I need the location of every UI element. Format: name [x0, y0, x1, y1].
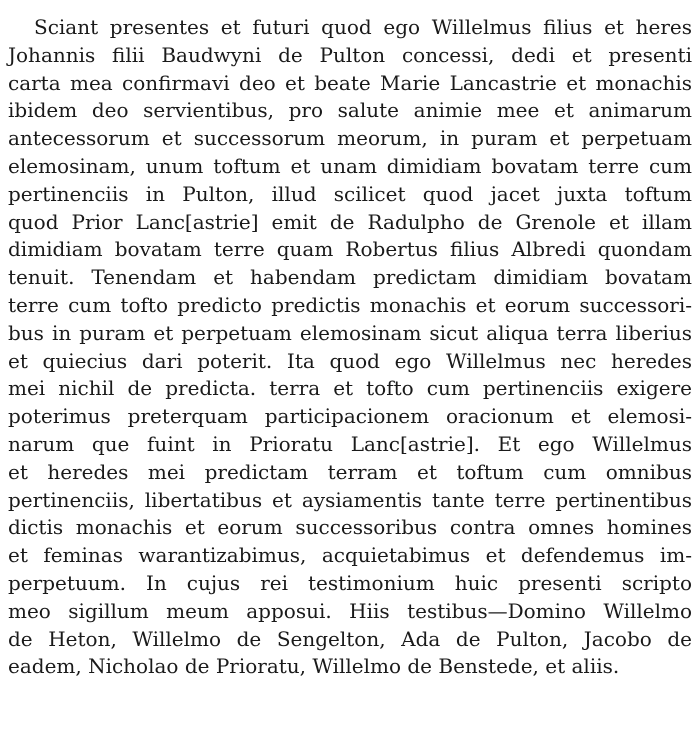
text-line-1: Sciant presentes et futuri quod ego Willelmus filius et heres [34, 15, 692, 39]
charter-text [8, 14, 692, 681]
text-line-17: et heredes mei predictam terram et toftum cum omnibus [8, 459, 692, 484]
text-line-11: terre cum tofto predicto predictis monachis et eorum successori- [8, 292, 692, 317]
text-line-16: narum que fuint in Prioratu Lanc[astrie]. Et ego Willelmus [8, 431, 692, 456]
text-line-22: meo sigillum meum apposui. Hiis testibus—Domino Willelmo [8, 598, 692, 623]
text-line-21: perpetuum. In cujus rei testimonium huic presenti scripto [8, 570, 692, 595]
text-line-19: dictis monachis et eorum successoribus contra omnes homines [8, 515, 692, 540]
text-line-13: et quiecius dari poterit. Ita quod ego Willelmus nec heredes [8, 348, 692, 373]
text-line-2: Johannis filii Baudwyni de Pulton concessi, dedi et presenti [8, 42, 692, 67]
text-line-14: mei nichil de predicta. terra et tofto cum pertinenciis exigere [8, 376, 692, 401]
text-line-8: quod Prior Lanc[astrie] emit de Radulpho de Grenole et illam [8, 209, 692, 234]
text-line-10: tenuit. Tenendam et habendam predictam dimidiam bovatam [8, 265, 692, 290]
text-line-20: et feminas warantizabimus, acquietabimus et defendemus im- [8, 543, 692, 568]
text-line-6: elemosinam, unum toftum et unam dimidiam bovatam terre cum [8, 153, 692, 178]
text-line-5: antecessorum et successorum meorum, in puram et perpetuam [8, 126, 692, 151]
text-line-7: pertinenciis in Pulton, illud scilicet quod jacet juxta toftum [8, 181, 692, 206]
text-line-9: dimidiam bovatam terre quam Robertus filius Albredi quondam [8, 237, 692, 262]
text-line-15: poterimus preterquam participacionem oracionum et elemosi- [8, 404, 692, 429]
text-line-3: carta mea confirmavi deo et beate Marie Lancastrie et monachis [8, 70, 692, 95]
text-line-24: eadem, Nicholao de Prioratu, Willelmo de Benstede, et aliis. [8, 654, 620, 679]
text-line-12: bus in puram et perpetuam elemosinam sicut aliqua terra liberius [8, 320, 692, 345]
text-line-4: ibidem deo servientibus, pro salute animie mee et animarum [8, 98, 692, 123]
text-line-23: de Heton, Willelmo de Sengelton, Ada de Pulton, Jacobo de [8, 626, 692, 651]
text-line-18: pertinenciis, libertatibus et aysiamentis tante terre pertinentibus [8, 487, 692, 512]
